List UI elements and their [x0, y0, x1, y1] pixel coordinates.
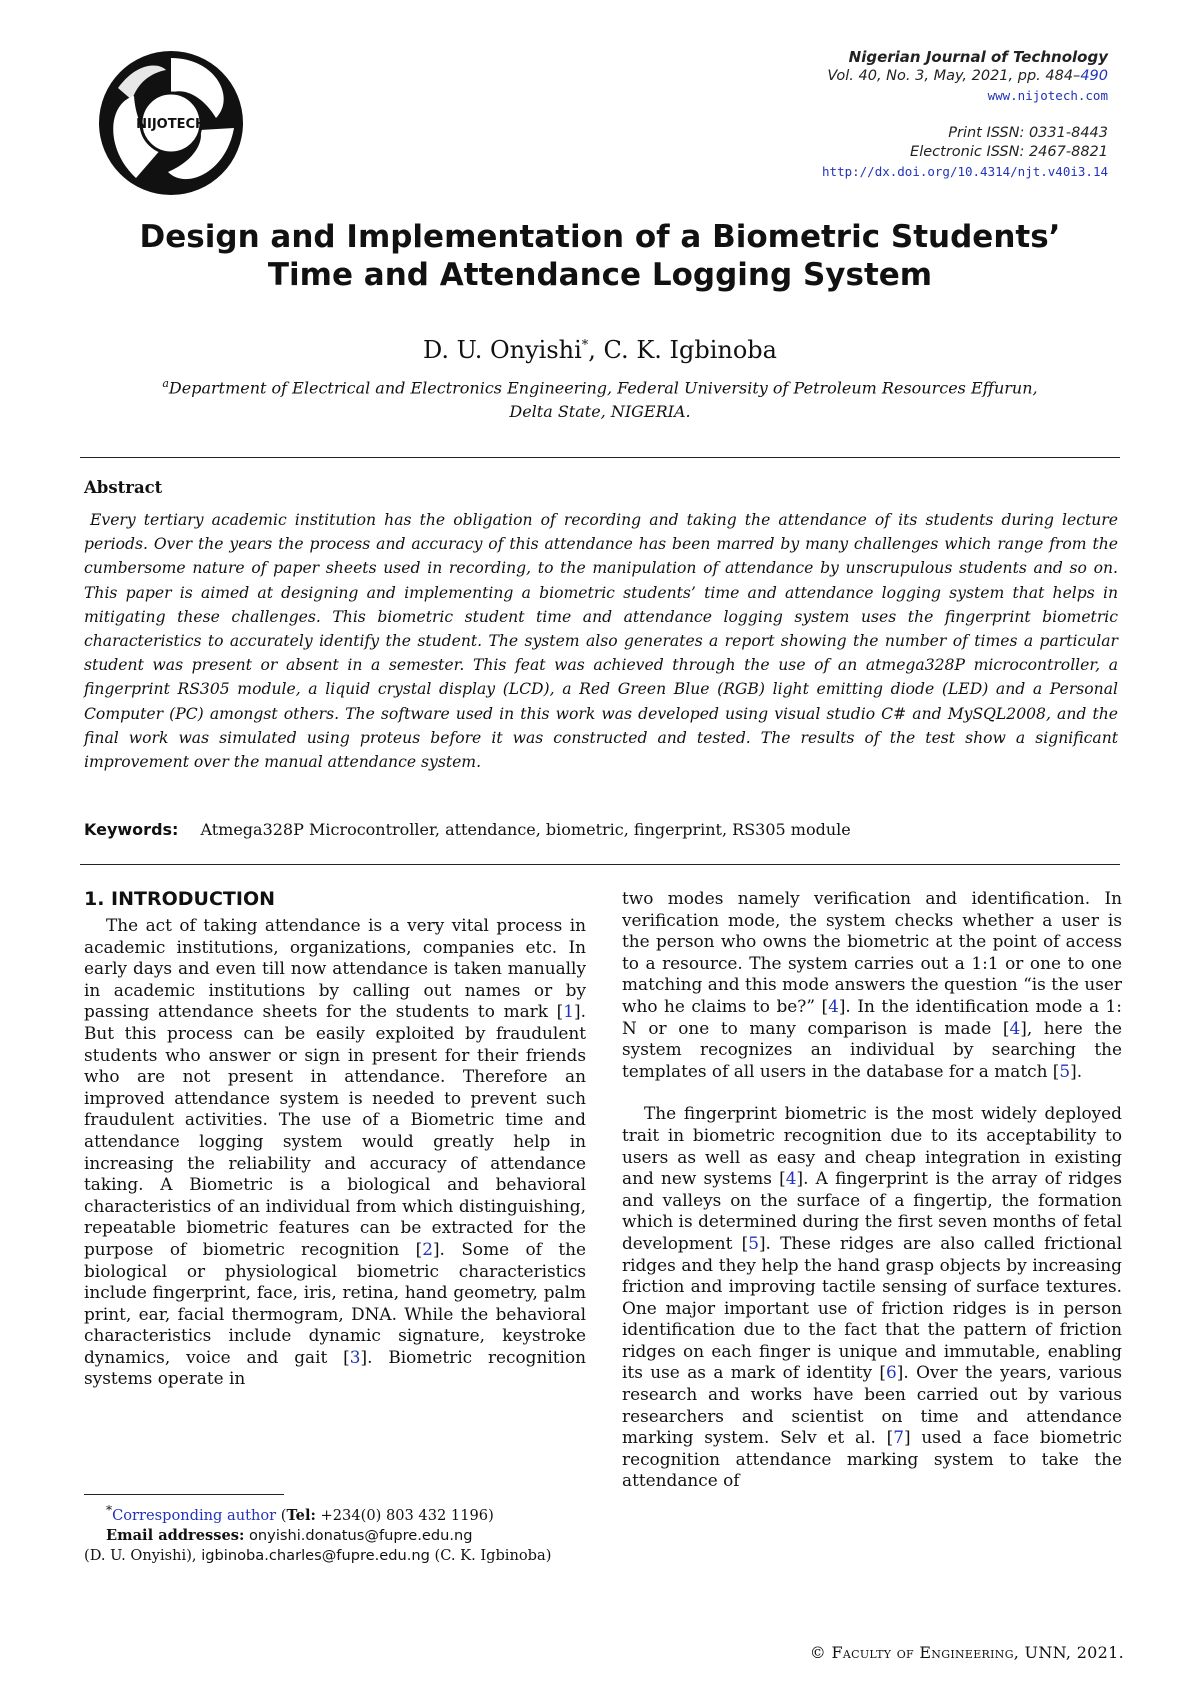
footnote-rule — [84, 1494, 284, 1495]
ref-link[interactable]: 3 — [349, 1346, 361, 1367]
keywords — [84, 820, 851, 839]
end-page-link[interactable]: 490 — [1080, 68, 1108, 84]
electronic-issn: Electronic ISSN: 2467-8821 — [910, 144, 1108, 160]
divider-top — [80, 457, 1120, 458]
ref-link[interactable]: 4 — [785, 1168, 797, 1189]
title-line-1: Design and Implementation of a Biometric Students’ — [139, 219, 1061, 255]
email-1[interactable]: onyishi.donatus@fupre.edu.ng — [249, 1526, 473, 1544]
ref-link[interactable]: 5 — [748, 1232, 759, 1253]
keywords-text: Atmega328P Microcontroller, attendance, biometric, fingerprint, RS305 module — [200, 820, 851, 839]
abstract-heading: Abstract — [84, 478, 163, 497]
author-mark: * — [581, 338, 589, 353]
title-line-2: Time and Attendance Logging System — [267, 257, 933, 293]
right-column — [622, 888, 1122, 1492]
website-link[interactable]: www.nijotech.com — [987, 88, 1108, 103]
divider-bottom — [80, 864, 1120, 865]
ref-link[interactable]: 5 — [1059, 1060, 1071, 1081]
ref-link[interactable]: 1 — [563, 1001, 575, 1022]
journal-info — [827, 48, 1108, 105]
intro-paragraph-2: two modes namely verification and identification. In verification mode, the system checks whether a user is the person who owns the biometric at the point of access to a resource. The system carries out a 1:1 or one to one matching and this mode answers the question “is the user who he claims to be?” [4]. In the identification mode a 1: N or one to many comparison is made [4], here the system recognizes an individual by searching the templates of all users in the database for a match [5]. — [622, 888, 1122, 1081]
doi-link[interactable]: http://dx.doi.org/10.4314/njt.v40i3.14 — [822, 164, 1108, 179]
intro-paragraph-1: The act of taking attendance is a very vital process in academic institutions, organizations, companies etc. In early days and even till now attendance is taken manually in academic institutions by calling out names or by passing attendance sheets for the students to mark [1]. But this process can be easily exploited by fraudulent students who answer or sign in present for their friends who are not present in attendance. Therefore an improved attendance system is needed to prevent such fraudulent activities. The use of a Biometric time and attendance logging system would greatly help in increasing the reliability and accuracy of attendance taking. A Biometric is a biological and behavioral characteristics of an individual from which distinguishing, repeatable biometric features can be extracted for the purpose of biometric recognition [2]. Some of the biological or physiological biometric characteristics include fingerprint, face, iris, retina, hand geometry, palm print, ear, facial thermogram, DNA. While the behavioral characteristics include dynamic signature, keystroke dynamics, voice and gait [3]. Biometric recognition systems operate in — [84, 915, 586, 1389]
footnote: *Corresponding author (Tel: +234(0) 803 432 1196) Email addresses: onyishi.donatus@fupre.edu.ng (D. U. Onyishi), igbinoba.charles@fupre.edu.ng (C. K. Igbinoba) — [84, 1503, 552, 1564]
affiliation: $^a$Department of Electrical and Electronics Engineering, Federal University of Petroleum Resources Effurun, Delta State, NIGERIA. — [162, 377, 1038, 422]
author-2: C. K. Igbinoba — [603, 336, 777, 364]
author-1: D. U. Onyishi — [423, 336, 582, 364]
ref-link[interactable]: 6 — [886, 1362, 897, 1383]
section-heading: 1. INTRODUCTION — [84, 888, 275, 910]
intro-paragraph-3: The fingerprint biometric is the most widely deployed trait in biometric recognition due to its acceptability to users as well as easy and cheap integration in existing and new systems [4]. A fingerprint is the array of ridges and valleys on the surface of a fingertip, the formation which is determined during the first seven months of fetal development [5]. These ridges are also called frictional ridges and they help the hand grasp objects by increasing friction and improving tactile sensing of surface textures. One major important use of friction ridges is in person identification due to the fact that the pattern of friction ridges on each finger is unique and immutable, enabling its use as a mark of identity [6]. Over the years, various research and works have been carried out by various researchers and scientist on time and attendance marking system. Selv et al. [7] used a face biometric recognition attendance marking system to take the attendance of — [622, 1103, 1123, 1491]
abstract-text: Every tertiary academic institution has the obligation of recording and taking the attendance of its students during lecture periods. Over the years the process and accuracy of this attendance has been marred by many challenges which range from the cumbersome nature of paper sheets used in recording, to the manipulation of attendance by unscrupulous students and so on. This paper is aimed at designing and implementing a biometric students’ time and attendance logging system that helps in mitigating these challenges. This biometric student time and attendance logging system uses the fingerprint biometric characteristics to accurately identify the student. The system also generates a report showing the number of times a particular student was present or absent in a semester. This feat was achieved through the use of an atmega328P microcontroller, a fingerprint RS305 module, a liquid crystal display (LCD), a Red Green Blue (RGB) light emitting diode (LED) and a Personal Computer (PC) amongst others. The software used in this work was developed using visual studio C# and MySQL2008, and the final work was simulated using proteus before it was constructed and tested. The results of the test show a significant improvement over the manual attendance system. — [84, 511, 1118, 772]
issn-info — [822, 124, 1108, 181]
copyright: © Faculty of Engineering, UNN, 2021. — [809, 1643, 1124, 1662]
journal-name: Nigerian Journal of Technology — [848, 48, 1108, 66]
left-column — [84, 915, 586, 1390]
ref-link[interactable]: 4 — [828, 995, 839, 1016]
corresponding-author-link[interactable]: Corresponding author — [112, 1506, 277, 1524]
journal-logo — [96, 48, 246, 198]
logo-text: NIJOTECH — [136, 117, 206, 132]
ref-link[interactable]: 2 — [422, 1238, 433, 1259]
ref-link[interactable]: 4 — [1009, 1017, 1021, 1038]
volume-info: Vol. 40, No. 3, May, 2021, pp. 484–490 — [827, 68, 1108, 84]
print-issn: Print ISSN: 0331-8443 — [948, 125, 1108, 141]
keywords-label: Keywords: — [84, 820, 179, 839]
ref-link[interactable]: 7 — [893, 1427, 904, 1448]
email-2[interactable]: igbinoba.charles@fupre.edu.ng — [201, 1546, 430, 1564]
paper-title — [80, 218, 1120, 294]
authors: D. U. Onyishi*, C. K. Igbinoba — [423, 336, 777, 364]
